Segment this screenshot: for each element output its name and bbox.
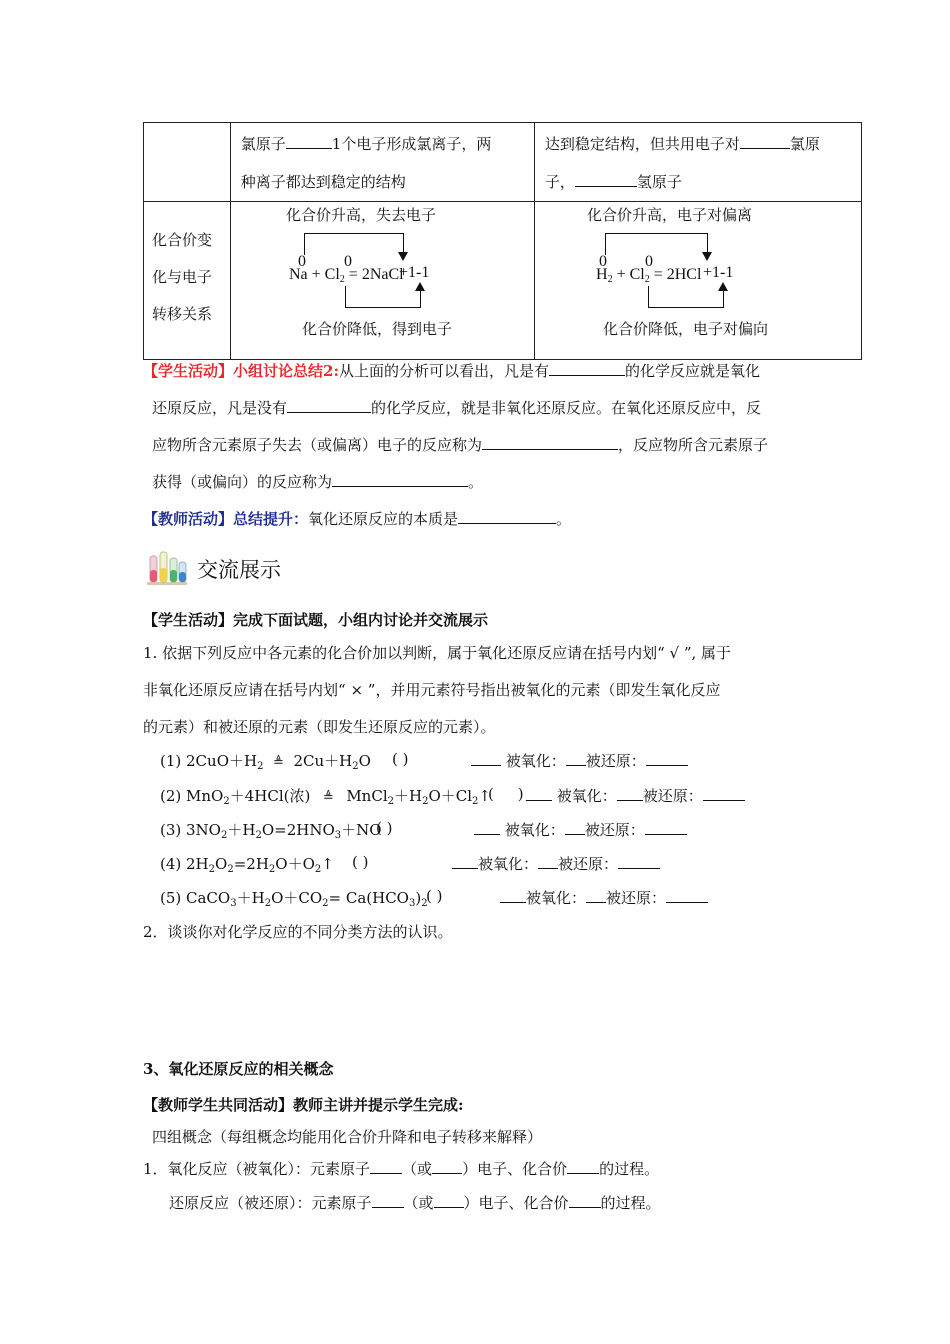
reaction-text: O <box>358 752 371 770</box>
arrow-line <box>605 233 606 255</box>
answer-bracket[interactable]: ( ) <box>392 750 409 768</box>
cell-text: 子， <box>544 173 575 191</box>
subscript: 2 <box>255 830 262 841</box>
question1-line: 1. 依据下列反应中各元素的化合价加以判断，属于氧化还原反应请在括号内划“ √ ”, 属于 <box>143 644 732 662</box>
text: 获得（或偏向）的反应称为 <box>152 473 333 491</box>
blank-line[interactable] <box>458 509 556 524</box>
reaction-text: O <box>215 855 228 873</box>
reaction-text: O＋Cl <box>428 787 473 805</box>
equation-part: = 2NaCl <box>344 266 404 283</box>
equation-part: H <box>596 266 608 283</box>
summary2-line1 <box>143 360 760 381</box>
subscript: 2 <box>607 274 613 285</box>
text: ）电子、化合价 <box>462 1160 568 1178</box>
blank-line[interactable] <box>370 1159 402 1174</box>
arrow-up-icon <box>415 282 425 291</box>
subscript: 2 <box>220 830 228 841</box>
reaction-item <box>160 819 382 841</box>
subscript: 2 <box>339 274 345 285</box>
reaction-item <box>160 887 428 909</box>
text: （或 <box>402 1160 433 1178</box>
diagram-top-label: 化合价升高，电子对偏离 <box>587 206 753 224</box>
reaction-text: = Ca(HCO <box>328 889 409 907</box>
reaction-text: ＋H <box>394 787 423 805</box>
subscript: 2 <box>223 796 230 807</box>
reaction-text: O=2HNO <box>261 821 335 839</box>
text: ）电子、化合价 <box>463 1194 569 1212</box>
concept-line <box>169 1192 661 1213</box>
heat-equals-icon: ≜ <box>322 790 334 805</box>
question1-line: 的元素）和被还原的元素（即发生还原反应的元素）。 <box>143 718 496 736</box>
concepts-activity: 【教师学生共同活动】教师主讲并提示学生完成: <box>143 1096 464 1114</box>
reaction-text: ＋H <box>227 821 256 839</box>
arrow-down-icon <box>398 252 408 261</box>
question2: 2．谈谈你对化学反应的不同分类方法的认识。 <box>143 923 453 941</box>
equation <box>289 266 404 285</box>
subscript: 2 <box>264 898 272 909</box>
answer-bracket[interactable]: ( ) <box>376 819 393 837</box>
beaker-icon <box>146 548 188 590</box>
subscript: 2 <box>322 898 329 909</box>
cell-text: 种离子都达到稳定的结构 <box>240 173 406 191</box>
cell-text: 1个电子形成氯离子，两 <box>331 135 492 153</box>
table-cell-empty <box>144 123 231 202</box>
arrow-line <box>304 233 305 255</box>
activity-tag: 【教师活动】 <box>143 510 234 528</box>
reaction-text: MnCl <box>346 787 388 805</box>
label: 被氧化： <box>526 889 587 907</box>
diagram-top-label: 化合价升高，失去电子 <box>286 206 437 224</box>
text: ，反应物所含元素原子 <box>618 436 769 454</box>
label: 被还原： <box>584 821 645 839</box>
text: 还原反应，凡是没有 <box>152 399 288 417</box>
arrow-line <box>605 233 708 234</box>
answer-bracket[interactable]: ( ) <box>352 853 369 871</box>
reaction-text: ) <box>415 889 422 907</box>
reaction-item <box>160 785 491 807</box>
blank-line[interactable] <box>452 854 478 869</box>
text: 。 <box>556 510 572 528</box>
subscript: 2 <box>644 274 650 285</box>
blank-line[interactable] <box>471 751 501 766</box>
reaction-item <box>160 750 371 772</box>
reaction-item <box>160 853 334 875</box>
text: 还原反应（被还原）：元素原子 <box>169 1194 372 1212</box>
valence-zero: 0 <box>344 253 352 270</box>
equation-part: + Cl <box>612 266 645 283</box>
arrow-line <box>648 307 724 308</box>
cell-text: 氯原 <box>789 135 820 153</box>
reaction-text: ↑ <box>478 787 491 805</box>
subscript: 2 <box>387 796 394 807</box>
valence-zero: 0 <box>645 253 653 270</box>
blank-line[interactable] <box>646 751 688 766</box>
subscript: 2 <box>268 864 276 875</box>
text: 应物所含元素原子失去（或偏离）电子的反应称为 <box>152 436 483 454</box>
blank-line[interactable] <box>569 1193 601 1208</box>
label: 被还原： <box>642 787 703 805</box>
blank-line[interactable] <box>703 786 745 801</box>
reaction-text: (5) CaCO <box>160 889 231 907</box>
subscript: 2 <box>314 864 322 875</box>
label: 被还原： <box>606 889 667 907</box>
reaction-text: ＋NO <box>341 821 382 839</box>
concept-line <box>143 1158 659 1179</box>
text: 从上面的分析可以看出，凡是有 <box>339 362 550 380</box>
valence-minus: -1 <box>720 264 734 281</box>
activity-title: 总结提升： <box>233 510 309 528</box>
text: 的化学反应就是氧化 <box>625 362 761 380</box>
text: （或 <box>403 1194 434 1212</box>
reaction-text: ＋4HCl(浓) <box>229 787 311 805</box>
equation-part: = 2HCl <box>649 266 702 283</box>
label: 被氧化： <box>478 855 539 873</box>
answer-bracket[interactable]: ( ) <box>488 785 524 803</box>
subscript: 2 <box>472 796 479 807</box>
text: 的过程。 <box>599 1160 660 1178</box>
arrow-line <box>723 290 724 307</box>
equation-part: Na + Cl <box>289 266 340 283</box>
arrow-line <box>403 233 404 253</box>
valence-zero: 0 <box>298 253 306 270</box>
concepts-heading: 3、氧化还原反应的相关概念 <box>143 1060 334 1078</box>
arrow-line <box>420 290 421 307</box>
reaction-text: (1) 2CuO＋H <box>160 752 258 770</box>
cell-text: 达到稳定结构，但共用电子对 <box>544 135 740 153</box>
arrow-line <box>345 307 421 308</box>
blank-line[interactable] <box>618 854 660 869</box>
arrow-line <box>304 233 404 234</box>
text: 1．氧化反应（被氧化）：元素原子 <box>143 1160 371 1178</box>
reaction-text: (2) MnO <box>160 787 224 805</box>
subscript: 2 <box>227 864 234 875</box>
reaction-text: (3) 3NO <box>160 821 221 839</box>
blank-line[interactable] <box>565 820 585 835</box>
valence-zero: 0 <box>599 253 607 270</box>
blank-line[interactable] <box>474 820 500 835</box>
summary2-line2 <box>152 397 761 418</box>
activity-title: 小组讨论总结2: <box>233 362 339 380</box>
question1-line: 非氧化还原反应请在括号内划“ × ”，并用元素符号指出被氧化的元素（即发生氧化反应 <box>143 681 721 699</box>
label: 被还原： <box>585 752 646 770</box>
table-cell-covalent <box>534 123 861 202</box>
blank-line[interactable] <box>645 820 687 835</box>
row-label-line: 化合价变 <box>152 231 213 249</box>
heat-equals-icon: ≜ <box>273 755 284 770</box>
cell-text: 氢原子 <box>636 173 682 191</box>
concepts-intro: 四组概念（每组概念均能用化合价升降和电子转移来解释） <box>152 1128 543 1146</box>
blank-line[interactable] <box>434 1193 464 1208</box>
blank-line[interactable] <box>740 134 790 149</box>
blank-line[interactable] <box>332 472 468 487</box>
reaction-text: 2Cu＋H <box>293 752 353 770</box>
answer-fields <box>526 785 745 806</box>
arrow-line <box>648 286 649 307</box>
blank-line[interactable] <box>286 134 332 149</box>
diagram-bottom-label: 化合价降低，得到电子 <box>302 320 453 338</box>
blank-line[interactable] <box>575 172 637 187</box>
table-cell-ionic <box>230 123 534 202</box>
blank-line[interactable] <box>566 751 586 766</box>
blank-line[interactable] <box>538 854 558 869</box>
answer-fields <box>500 887 708 908</box>
subscript: 2 <box>257 761 264 772</box>
reaction-text: =2H <box>233 855 269 873</box>
text: 的化学反应，就是非氧化还原反应。在氧化还原反应中，反 <box>371 399 762 417</box>
subscript: 2 <box>208 864 216 875</box>
label: 被氧化： <box>505 752 566 770</box>
blank-line[interactable] <box>432 1159 462 1174</box>
blank-line[interactable] <box>482 435 618 450</box>
valence-plus: +1 <box>703 264 721 281</box>
summary2-line4 <box>152 471 483 492</box>
text: 氧化还原反应的本质是 <box>308 510 459 528</box>
blank-line[interactable] <box>287 398 371 413</box>
reaction-text: (4) 2H <box>160 855 209 873</box>
equation <box>596 266 701 285</box>
teacher-summary <box>143 508 571 529</box>
arrow-line <box>707 233 708 253</box>
subscript: 3 <box>230 898 237 909</box>
exercise-heading: 【学生活动】完成下面试题，小组内讨论并交流展示 <box>143 611 489 629</box>
blank-line[interactable] <box>567 1159 599 1174</box>
text: 。 <box>468 473 484 491</box>
subscript: 2 <box>352 761 359 772</box>
arrow-up-icon <box>718 282 728 291</box>
subscript: 2 <box>421 898 428 909</box>
subscript: 3 <box>408 898 416 909</box>
row-label-line: 化与电子 <box>152 268 213 286</box>
activity-tag: 【学生活动】 <box>143 362 234 380</box>
reaction-text: ↑ <box>321 855 334 873</box>
answer-fields <box>471 750 688 771</box>
subscript: 2 <box>422 796 429 807</box>
label: 被还原： <box>558 855 619 873</box>
arrow-line <box>345 286 346 307</box>
row-label-cell <box>144 202 231 360</box>
text: 的过程。 <box>600 1194 661 1212</box>
diagram-bottom-label: 化合价降低，电子对偏向 <box>603 320 769 338</box>
blank-line[interactable] <box>586 888 606 903</box>
blank-line[interactable] <box>526 786 552 801</box>
label: 被氧化： <box>556 787 617 805</box>
summary2-line3 <box>152 434 768 455</box>
valence-plus: +1 <box>399 264 417 281</box>
section-title: 交流展示 <box>197 558 281 582</box>
reaction-text: O＋O <box>275 855 315 873</box>
blank-line[interactable] <box>617 786 643 801</box>
subscript: 3 <box>334 830 342 841</box>
cell-text: 氯原子 <box>240 135 286 153</box>
row-label-line: 转移关系 <box>152 305 213 323</box>
answer-fields <box>474 819 687 840</box>
blank-line[interactable] <box>549 361 625 376</box>
blank-line[interactable] <box>500 888 526 903</box>
label: 被氧化： <box>504 821 565 839</box>
reaction-text: O＋CO <box>271 889 323 907</box>
reaction-text: ＋H <box>236 889 265 907</box>
arrow-down-icon <box>702 252 712 261</box>
valence-minus: -1 <box>416 264 430 281</box>
blank-line[interactable] <box>372 1193 404 1208</box>
blank-line[interactable] <box>666 888 708 903</box>
answer-bracket[interactable]: ( ) <box>426 887 443 905</box>
answer-fields <box>452 853 660 874</box>
